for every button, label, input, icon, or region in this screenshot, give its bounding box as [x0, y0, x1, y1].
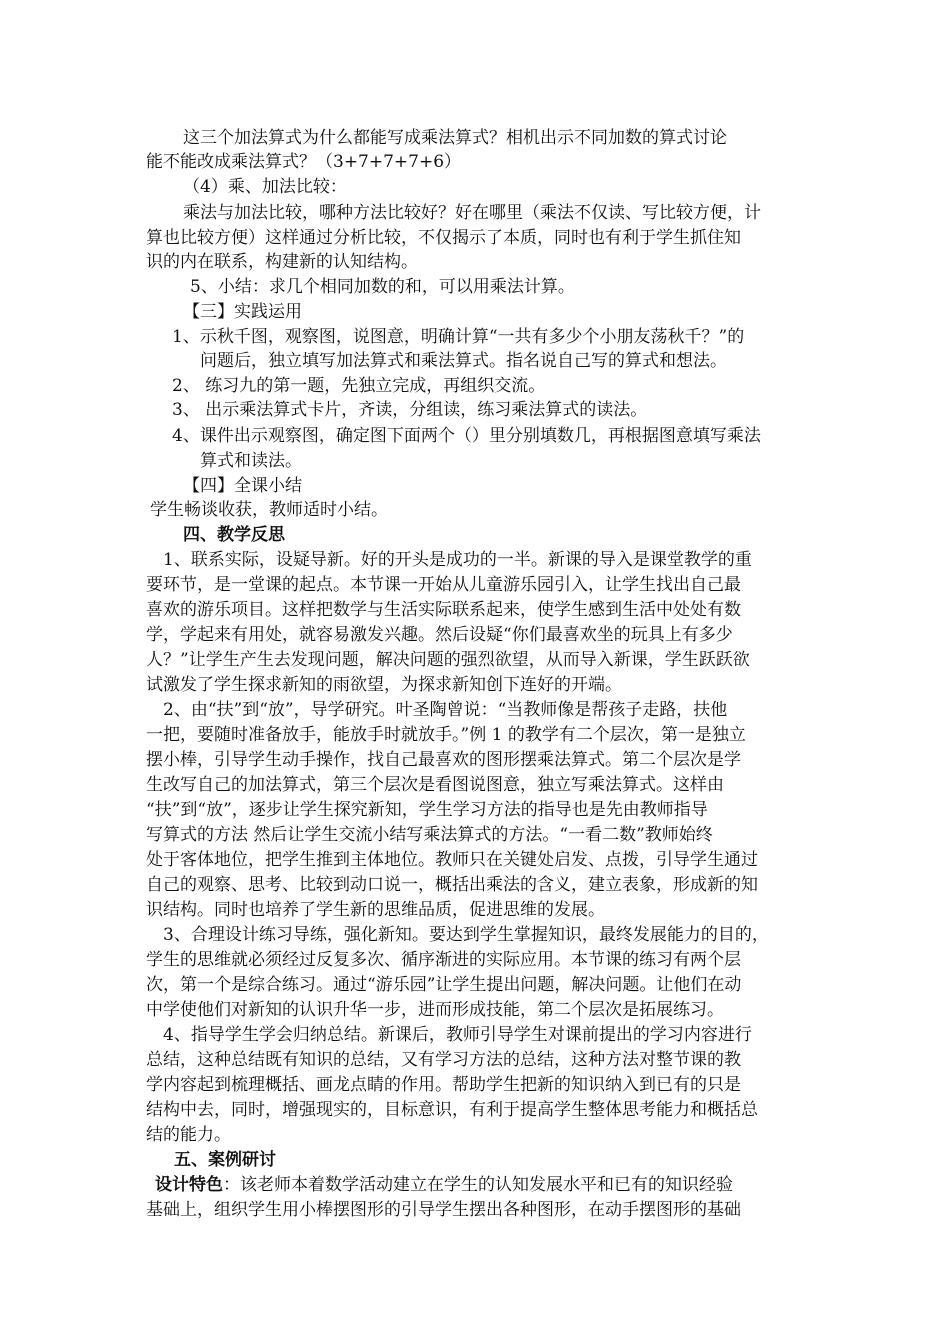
list-item: 1、示秋千图，观察图，说图意，明确计算“一共有多少个小朋友荡秋千？”的	[172, 327, 745, 347]
text-line: 2、由“扶”到“放”，导学研究。叶圣陶曾说：“当教师像是帮孩子走路，扶他	[163, 700, 728, 720]
text-line: 学，学起来有用处，就容易激发兴趣。然后设疑“你们最喜欢坐的玩具上有多少	[146, 625, 733, 645]
text-line: 问题后，独立填写加法算式和乘法算式。指名说自己写的算式和想法。	[200, 351, 727, 371]
text-line: 结构中去，同时，增强现实的，目标意识，有利于提高学生整体思考能力和概括总	[146, 1100, 758, 1120]
text-line: 算式和读法。	[200, 451, 302, 471]
text-line: 学生的思维就必须经过反复多次、循序渐进的实际应用。本节课的练习有两个层	[146, 950, 741, 970]
list-item: 4、课件出示观察图，确定图下面两个（）里分别填数几，再根据图意填写乘法	[172, 426, 761, 446]
text-line: 一把，要随时准备放手，能放手时就放手。”例 1 的教学有二个层次，第一是独立	[146, 725, 746, 745]
text-line: 处于客体地位，把学生推到主体地位。教师只在关键处启发、点拨，引导学生通过	[146, 850, 758, 870]
section-heading: 五、案例研讨	[174, 1150, 276, 1170]
section-heading: 【三】实践运用	[183, 302, 302, 322]
text-line: 4、指导学生学会归纳总结。新课后，教师引导学生对课前提出的学习内容进行	[163, 1025, 752, 1045]
text-line: 人？”让学生产生去发现问题，解决问题的强烈欲望，从而导入新课，学生跃跃欲	[146, 650, 750, 670]
text-line: 这三个加法算式为什么都能写成乘法算式？相机出示不同加数的算式讨论	[183, 128, 727, 148]
section-heading: 四、教学反思	[183, 525, 285, 545]
section-heading: 【四】全课小结	[183, 476, 302, 496]
list-item: 3、 出示乘法算式卡片，齐读，分组读，练习乘法算式的读法。	[172, 400, 648, 420]
text-line: 识的内在联系，构建新的认知结构。	[146, 252, 418, 272]
text-line: 中学使他们对新知的认识升华一步，进而形成技能，第二个层次是拓展练习。	[146, 1000, 724, 1020]
text-line: （4）乘、加法比较：	[183, 177, 347, 197]
text-line: 要环节，是一堂课的起点。本节课一开始从儿童游乐园引入，让学生找出自己最	[146, 575, 741, 595]
text-line: 生改写自己的加法算式，第三个层次是看图说图意，独立写乘法算式。这样由	[146, 775, 724, 795]
text-line: “扶”到“放”，逐步让学生探究新知，学生学习方法的指导也是先由教师指导	[146, 800, 708, 820]
text-line: 学生畅谈收获，教师适时小结。	[150, 500, 388, 520]
text-line: 总结，这种总结既有知识的总结，又有学习方法的总结，这种方法对整节课的教	[146, 1050, 741, 1070]
text-line: 学内容起到梳理概括、画龙点睛的作用。帮助学生把新的知识纳入到已有的只是	[146, 1075, 741, 1095]
text-line: 5、小结：求几个相同加数的和，可以用乘法计算。	[190, 277, 575, 297]
text-line: 算也比较方便）这样通过分析比较，不仅揭示了本质，同时也有利于学生抓住知	[146, 228, 741, 248]
text-line: 写算式的方法 然后让学生交流小结写乘法算式的方法。“一看二数”教师始终	[146, 825, 713, 845]
text-line: 摆小棒，引导学生动手操作，找自己最喜欢的图形摆乘法算式。第二个层次是学	[146, 750, 741, 770]
design-feature-text: ：该老师本着数学活动建立在学生的认知发展水平和已有的知识经验	[223, 1175, 733, 1195]
text-line: 基础上，组织学生用小棒摆图形的引导学生摆出各种图形，在动手摆图形的基础	[146, 1200, 741, 1220]
text-line: 3、合理设计练习导练，强化新知。要达到学生掌握知识，最终发展能力的目的，	[163, 925, 769, 945]
text-line: 次，第一个是综合练习。通过“游乐园”让学生提出问题，解决问题。让他们在动	[146, 975, 742, 995]
text-line: 自己的观察、思考、比较到动口说一，概括出乘法的含义，建立表象，形成新的知	[146, 875, 758, 895]
text-line: 喜欢的游乐项目。这样把数学与生活实际联系起来，使学生感到生活中处处有数	[146, 600, 741, 620]
design-feature-label: 设计特色	[155, 1175, 223, 1195]
text-line: 试激发了学生探求新知的雨欲望，为探求新知创下连好的开端。	[146, 675, 622, 695]
text-line: 1、联系实际，设疑导新。好的开头是成功的一半。新课的导入是课堂教学的重	[163, 550, 752, 570]
list-item: 2、 练习九的第一题，先独立完成，再组织交流。	[172, 376, 546, 396]
text-line: 能不能改成乘法算式？（3+7+7+7+6）	[146, 152, 462, 172]
text-line: 结的能力。	[146, 1125, 231, 1145]
text-line: 乘法与加法比较，哪种方法比较好？好在哪里（乘法不仅读、写比较方便，计	[183, 203, 761, 223]
text-line: 识结构。同时也培养了学生新的思维品质，促进思维的发展。	[146, 900, 605, 920]
text-line	[155, 1173, 733, 1197]
